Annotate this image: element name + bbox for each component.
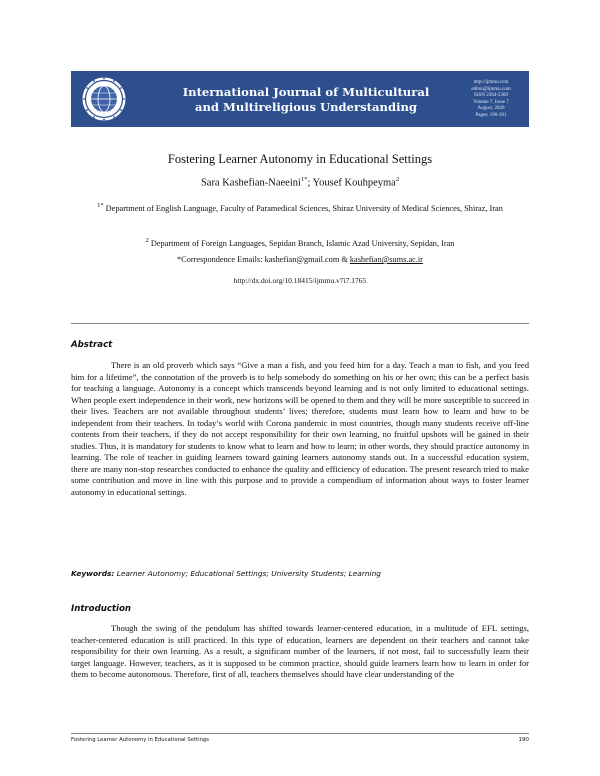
divider xyxy=(71,323,529,324)
journal-title: International Journal of Multicultural and Multireligious Understanding xyxy=(182,85,430,114)
keywords-list: Learner Autonomy; Educational Settings; University Students; Learning xyxy=(116,569,381,578)
email-link[interactable]: kashefian@sums.ac.ir xyxy=(349,255,423,264)
author-superscript: 1* xyxy=(300,176,308,183)
abstract-text: There is an old proverb which says “Give a man a fish, and you feed him for a day. Teach a man to fish, and you feed him for a lifetime”, the connotation of the proverb is to help somebody do something on his or her own; this can be a perfect basis for teaching a language. Autonomy is a concept which transcends beyond learning and is not only limited to educational settings. When people exert independence in their work, new horizons will be opened to them and they will be more susceptible to succeed in their lives. Teachers are not available throughout students’ lives; therefore, students must learn how to learn and how to be independent from their teachers. In today’s world with Corona pandemic in most countries, though many students receive off-line contents from their teachers, if they do not accept responsibility for their own learning, no fruitful upshots will be gained in their studies. Thus, it is mandatory for students to know what to learn and how to learn; in other words, they should practice autonomy in learning. The role of teacher in guiding learners toward gaining learners autonomy stands out. In a successful education system, there are many non-stop researches conducted to enhance the quality and efficiency of education. The present research tried to make some contribution and move in line with this purpose and to provide a compendium of information about ways to foster learner autonomy in educational settings. xyxy=(71,360,529,498)
page-number: 190 xyxy=(518,737,529,743)
journal-date: August, 2020 xyxy=(477,106,505,112)
author-name: Sara Kashefian-Naeeini xyxy=(200,177,301,189)
footer-running-title: Fostering Learner Autonomy in Educational Settings xyxy=(71,737,210,743)
journal-email[interactable]: editor@ijmmu.com xyxy=(471,86,511,92)
journal-issn: ISSN 2364-5369 xyxy=(474,93,508,99)
doi-link[interactable]: http://dx.doi.org/10.18415/ijmmu.v7i7.1765 xyxy=(233,276,367,285)
abstract-heading: Abstract xyxy=(71,340,113,350)
journal-volume: Volume 7, Issue 7 xyxy=(473,99,509,105)
journal-url[interactable]: http://ijmmu.com xyxy=(473,80,509,85)
author-superscript: 2 xyxy=(395,176,400,183)
footer-divider xyxy=(71,733,529,734)
correspondence-emails: *Correspondence Emails: kashefian@gmail.com & kashefian@sums.ac.ir xyxy=(177,255,423,264)
affiliation-1: $^{1*}$ Department of English Language, Faculty of Paramedical Sciences, Shiraz University of Medical Sciences, Shiraz, Iran xyxy=(97,202,503,213)
introduction-text: Though the swing of the pendulum has shifted towards learner-centered education, in a multitude of EFL settings, teacher-centered education is still practiced. In this type of education, learners are dependent on their teachers and cannot take responsibility for their own learning. As a result, a significant number of the learners, if not most, fail to successfully learn their target language. However, teachers, as it is supposed to be common practice, should guide learners learn how to learn in order for them to become autonomous. Therefore, first of all, teachers themselves should have clear understanding of the xyxy=(71,623,529,680)
keywords xyxy=(71,569,529,578)
journal-banner xyxy=(71,71,529,127)
author-name: ; Yousef Kouhpeyma xyxy=(307,177,396,189)
introduction-heading: Introduction xyxy=(71,604,132,614)
affiliation-2: $^2$ Department of Foreign Languages, Sepidan Branch, Islamic Azad University, Sepidan, Iran xyxy=(145,237,455,248)
journal-meta xyxy=(461,80,521,120)
paper-title: Fostering Learner Autonomy in Educational Settings xyxy=(167,152,433,166)
keywords-label: Keywords: xyxy=(71,569,115,578)
author-line xyxy=(0,176,600,189)
journal-logo-icon xyxy=(80,75,128,123)
journal-pages: Pages: 190-201 xyxy=(475,112,507,118)
